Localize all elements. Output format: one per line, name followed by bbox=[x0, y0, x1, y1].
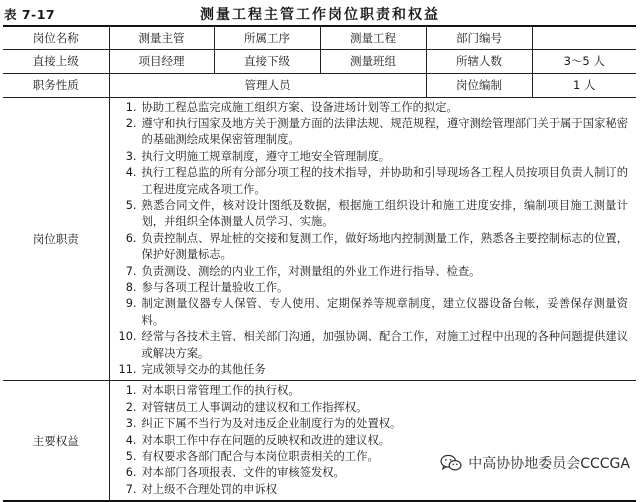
value-position-quota: 1 人 bbox=[532, 73, 636, 97]
label-department: 所属工序 bbox=[214, 26, 320, 49]
list-item-number: 5. bbox=[125, 450, 137, 464]
responsibility-table bbox=[3, 25, 636, 502]
list-item-text: 执行文明施工规章制度，遵守工地安全管理制度。 bbox=[141, 149, 391, 163]
label-staff-count: 所辖人数 bbox=[426, 49, 532, 73]
list-item-text: 对本职日常管理工作的执行权。 bbox=[141, 384, 300, 398]
list-item bbox=[116, 198, 629, 231]
list-item-text: 参与各项工程计量验收工作。 bbox=[141, 280, 289, 294]
label-job-nature: 职务性质 bbox=[3, 73, 109, 97]
list-item-number: 1. bbox=[125, 100, 137, 114]
list-item-number: 6. bbox=[125, 466, 137, 480]
list-item bbox=[116, 329, 629, 362]
rights-list bbox=[116, 383, 629, 498]
list-item-number: 7. bbox=[125, 264, 137, 278]
list-item bbox=[116, 165, 629, 198]
list-item-text: 对本职工作中存在问题的反映权和改进的建议权。 bbox=[141, 433, 391, 447]
list-item-text: 制定测量仪器专人保管、专人使用、定期保养等规章制度，建立仪器设备台帐，妥善保存测量资料。 bbox=[141, 297, 628, 327]
wechat-icon bbox=[440, 454, 462, 472]
list-item-number: 3. bbox=[125, 417, 137, 431]
list-item-text: 对本部门各项报表、文件的审核签发权。 bbox=[141, 466, 345, 480]
duties-cell bbox=[109, 97, 636, 381]
list-item-number: 9. bbox=[125, 297, 137, 311]
list-item bbox=[116, 296, 629, 329]
table-row bbox=[3, 73, 636, 97]
list-item-number: 6. bbox=[125, 231, 137, 245]
label-position-quota: 岗位编制 bbox=[426, 73, 532, 97]
duties-list bbox=[116, 100, 629, 379]
list-item-text: 负责控制点、界址桩的交接和复测工作，做好场地内控制测量工作，熟悉各主要控制标志的位置，保护好测量标志。 bbox=[141, 231, 628, 262]
value-department-code bbox=[532, 26, 636, 49]
list-item bbox=[116, 383, 629, 399]
list-item bbox=[116, 116, 629, 149]
list-item bbox=[116, 264, 629, 280]
list-item-text: 对上级不合理处罚的申诉权 bbox=[141, 482, 278, 496]
watermark bbox=[438, 453, 632, 473]
list-item-text: 负责测设、测绘的内业工作，对测量组的外业工作进行指导、检查。 bbox=[141, 264, 481, 278]
list-item-text: 协助工程总监完成施工组织方案、设备进场计划等工作的拟定。 bbox=[141, 100, 458, 114]
list-item bbox=[116, 149, 629, 165]
list-item-number: 8. bbox=[125, 280, 137, 294]
watermark-text: 中高协协地委员会CCCGA bbox=[468, 456, 630, 472]
label-duties: 岗位职责 bbox=[3, 97, 109, 381]
value-staff-count: 3～5 人 bbox=[532, 49, 636, 73]
list-item bbox=[116, 100, 629, 116]
list-item-number: 11. bbox=[118, 363, 137, 376]
list-item bbox=[116, 433, 629, 449]
list-item bbox=[116, 231, 629, 264]
table-row bbox=[3, 49, 636, 73]
list-item-text: 纠正下属不当行为及对违反企业制度行为的处置权。 bbox=[141, 417, 402, 431]
list-item-text: 执行工程总监的所有分部分项工程的技术指导，并协助和引导现场各工程人员按项目负责人制订的工程进度完成各项工作。 bbox=[141, 166, 628, 196]
value-job-nature: 管理人员 bbox=[109, 73, 426, 97]
list-item-number: 4. bbox=[125, 433, 137, 447]
list-item-text: 遵守和执行国家及地方关于测量方面的法律法规、规范规程，遵守测绘管理部门关于属于国家秘密的基础测绘成果保密管理制度。 bbox=[141, 116, 628, 147]
label-position-name: 岗位名称 bbox=[3, 26, 109, 49]
label-direct-superior: 直接上级 bbox=[3, 49, 109, 73]
list-item-number: 2. bbox=[125, 400, 137, 414]
value-direct-superior: 项目经理 bbox=[109, 49, 214, 73]
list-item-number: 5. bbox=[125, 198, 137, 212]
list-item bbox=[116, 362, 629, 378]
table-title: 测量工程主管工作岗位职责和权益 bbox=[200, 7, 440, 23]
list-item-text: 完成领导交办的其他任务 bbox=[141, 363, 266, 376]
list-item bbox=[116, 400, 629, 416]
list-item-text: 有权要求各部门配合与本岗位职责相关的工作。 bbox=[141, 450, 379, 464]
value-position-name: 测量主管 bbox=[109, 26, 214, 49]
list-item-text: 对管辖员工人事调动的建议权和工作指挥权。 bbox=[141, 400, 368, 414]
label-direct-subordinate: 直接下级 bbox=[214, 49, 320, 73]
list-item-number: 10. bbox=[118, 330, 137, 344]
table-row bbox=[3, 26, 636, 49]
label-rights: 主要权益 bbox=[3, 381, 109, 501]
value-direct-subordinate: 测量班组 bbox=[320, 49, 426, 73]
list-item bbox=[116, 280, 629, 296]
table-row bbox=[3, 381, 636, 501]
list-item-text: 经常与各技术主管、相关部门沟通，加强协调、配合工作，对施工过程中出现的各种问题提供建议或解决方案。 bbox=[141, 330, 628, 360]
list-item-number: 4. bbox=[125, 166, 137, 180]
list-item-text: 熟悉合同文件，核对设计图纸及数据，根据施工组织设计和施工进度安排，编制项目施工测量计划，并组织全体测量人员学习、实施。 bbox=[141, 198, 628, 229]
list-item bbox=[116, 416, 629, 432]
list-item-number: 1. bbox=[125, 384, 137, 398]
label-department-code: 部门编号 bbox=[426, 26, 532, 49]
value-department: 测量工程 bbox=[320, 26, 426, 49]
rights-cell bbox=[109, 381, 636, 501]
table-number: 表 7-17 bbox=[4, 7, 56, 22]
table-row bbox=[3, 97, 636, 381]
list-item-number: 7. bbox=[125, 482, 137, 496]
list-item bbox=[116, 482, 629, 498]
list-item-number: 3. bbox=[125, 149, 137, 163]
list-item-number: 2. bbox=[125, 116, 137, 130]
table-caption bbox=[4, 2, 636, 24]
